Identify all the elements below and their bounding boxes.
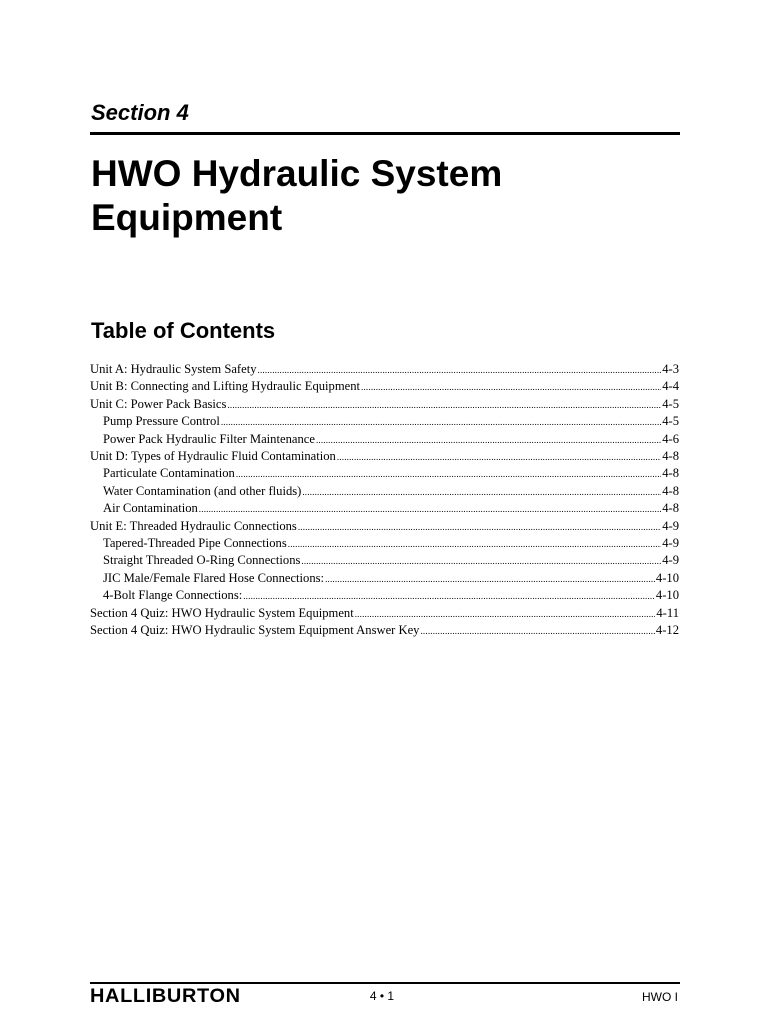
toc-dot-leader <box>258 362 662 378</box>
toc-entry-page: 4-11 <box>656 605 679 620</box>
toc-entry[interactable] <box>90 448 679 465</box>
toc-entry[interactable] <box>90 500 679 517</box>
toc-entry-title: Air Contamination <box>103 501 198 516</box>
toc-entry-title: Unit E: Threaded Hydraulic Connections <box>90 518 297 533</box>
toc-dot-leader <box>236 466 661 482</box>
toc-dot-leader <box>302 484 661 500</box>
toc-dot-leader <box>316 432 661 448</box>
toc-entry[interactable] <box>90 396 679 413</box>
toc-entry-page: 4-9 <box>662 536 679 551</box>
toc-dot-leader <box>221 414 661 430</box>
toc-entry-page: 4-10 <box>655 588 679 603</box>
toc-heading: Table of Contents <box>91 318 276 343</box>
toc-entry[interactable] <box>90 483 679 500</box>
toc-entry-page: 4-8 <box>662 483 679 498</box>
toc-entry-page: 4-8 <box>662 449 679 464</box>
toc-entry-title: Particulate Contamination <box>103 466 235 481</box>
toc-entry[interactable] <box>90 552 679 569</box>
toc-entry-title: JIC Male/Female Flared Hose Connections: <box>103 570 325 585</box>
toc-entry-page: 4-4 <box>662 379 679 394</box>
toc-entry-page: 4-10 <box>655 570 679 585</box>
toc-dot-leader <box>337 449 661 465</box>
toc-entry-page: 4-12 <box>655 623 679 638</box>
toc-entry-page: 4-5 <box>662 414 679 429</box>
toc-entry-title: Straight Threaded O-Ring Connections <box>103 553 301 568</box>
toc-entry[interactable] <box>90 622 679 639</box>
toc-dot-leader <box>420 623 654 639</box>
toc-entry[interactable] <box>90 587 679 604</box>
toc-entry[interactable] <box>90 465 679 482</box>
toc-entry-title: Water Contamination (and other fluids) <box>103 483 302 498</box>
toc-entry-page: 4-8 <box>662 501 679 516</box>
toc-entry-page: 4-8 <box>662 466 679 481</box>
toc-entry[interactable] <box>90 413 679 430</box>
toc-entry[interactable] <box>90 535 679 552</box>
toc-entry-page: 4-9 <box>662 553 679 568</box>
toc-dot-leader <box>298 519 661 535</box>
table-of-contents <box>90 361 679 640</box>
footer-rule <box>90 982 680 984</box>
toc-entry-page: 4-5 <box>662 396 679 411</box>
toc-entry[interactable] <box>90 518 679 535</box>
section-label: Section 4 <box>91 100 189 125</box>
toc-entry-title: Section 4 Quiz: HWO Hydraulic System Equipment Answer Key <box>90 623 420 638</box>
page-title: HWO Hydraulic System Equipment <box>91 153 503 238</box>
toc-entry-page: 4-6 <box>662 431 679 446</box>
toc-entry-title: 4-Bolt Flange Connections: <box>103 588 243 603</box>
toc-entry-title: Pump Pressure Control <box>103 414 220 429</box>
toc-entry[interactable] <box>90 361 679 378</box>
page-number: 4 • 1 <box>369 989 395 1003</box>
toc-entry-title: Unit A: Hydraulic System Safety <box>90 362 257 376</box>
toc-entry[interactable] <box>90 605 679 622</box>
toc-entry-title: Tapered-Threaded Pipe Connections <box>103 536 287 551</box>
toc-dot-leader <box>243 588 655 604</box>
toc-entry-title: Power Pack Hydraulic Filter Maintenance <box>103 431 315 446</box>
toc-entry-page: 4-9 <box>662 518 679 533</box>
toc-entry-page: 4-3 <box>662 362 679 376</box>
toc-dot-leader <box>288 536 661 552</box>
toc-dot-leader <box>355 606 656 622</box>
toc-dot-leader <box>227 397 661 413</box>
header-rule <box>90 132 680 135</box>
toc-entry[interactable] <box>90 378 679 395</box>
toc-entry-title: Unit C: Power Pack Basics <box>90 396 227 411</box>
toc-dot-leader <box>199 501 661 517</box>
toc-entry[interactable] <box>90 431 679 448</box>
halliburton-logo: HALLIBURTON <box>90 986 241 1007</box>
toc-entry-title: Unit D: Types of Hydraulic Fluid Contamination <box>90 449 336 464</box>
toc-dot-leader <box>361 379 661 395</box>
toc-entry[interactable] <box>90 570 679 587</box>
toc-dot-leader <box>325 571 655 587</box>
toc-entry-title: Section 4 Quiz: HWO Hydraulic System Equipment <box>90 605 354 620</box>
toc-entry-title: Unit B: Connecting and Lifting Hydraulic Equipment <box>90 379 361 394</box>
course-code: HWO I <box>642 990 678 1004</box>
toc-dot-leader <box>301 553 661 569</box>
